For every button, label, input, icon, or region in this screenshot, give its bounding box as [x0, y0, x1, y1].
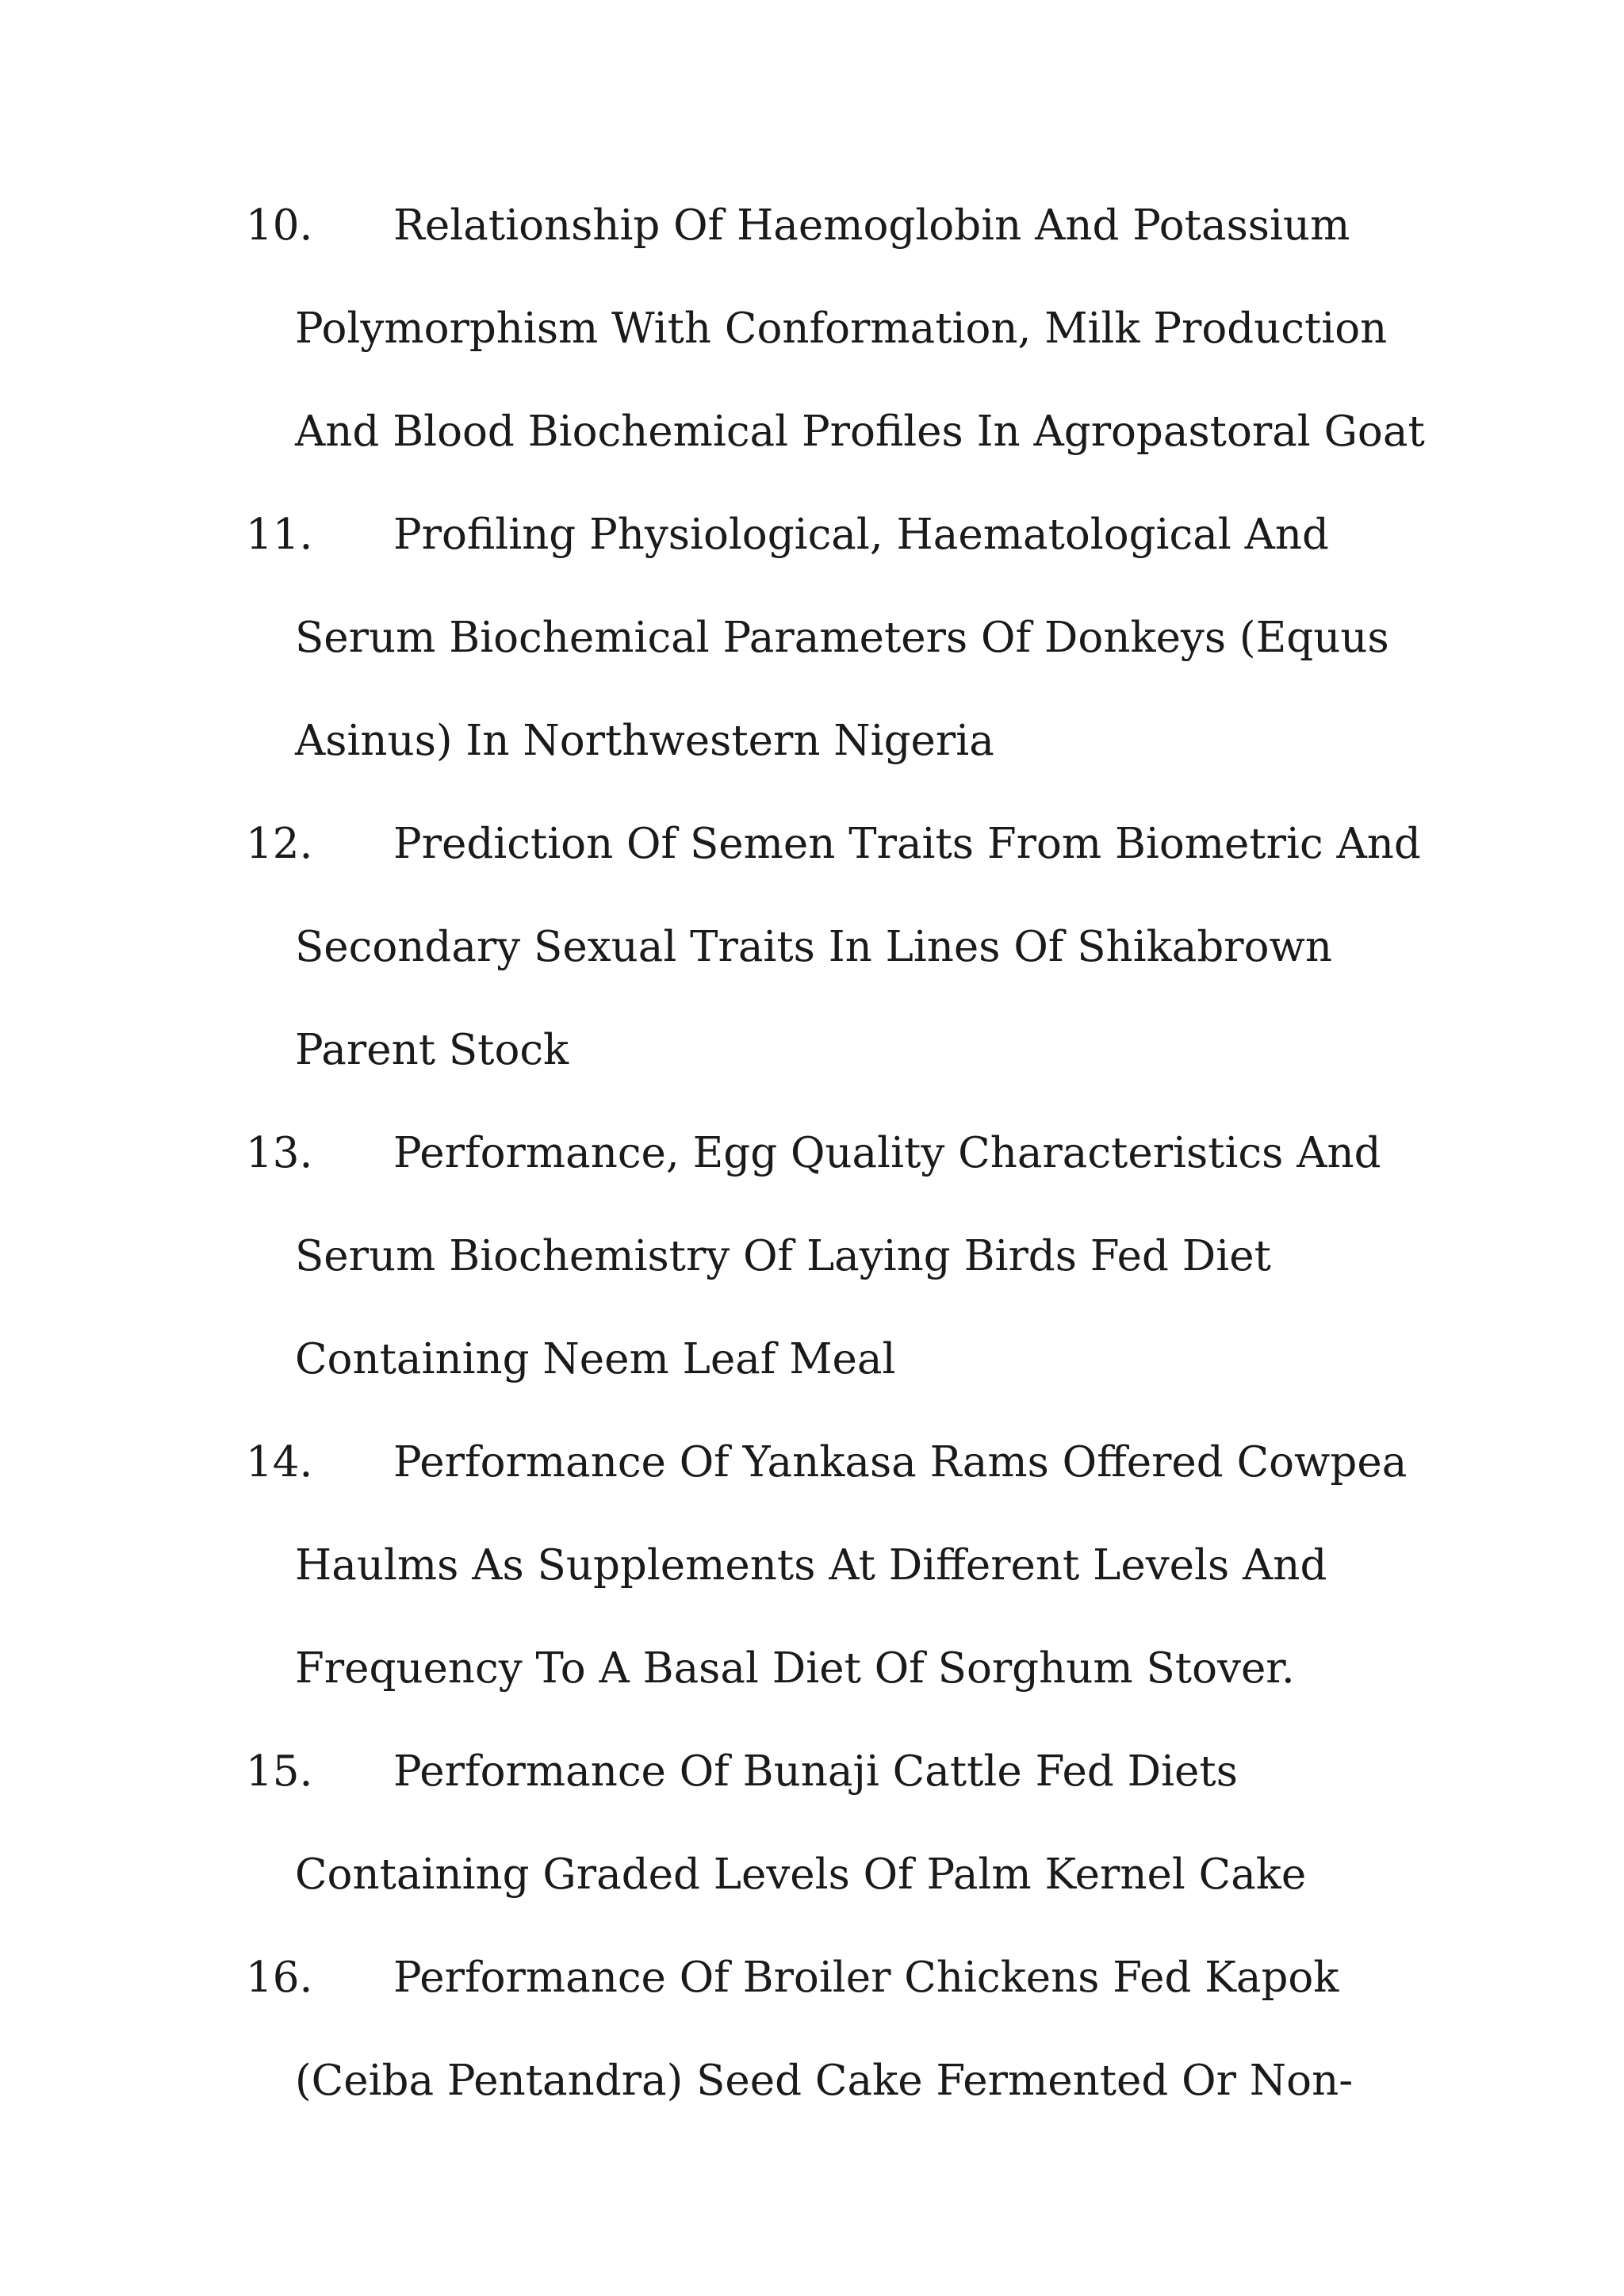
entry-number: 16. [246, 1954, 313, 2002]
entry-title-line: Performance Of Broiler Chickens Fed Kapok [393, 1954, 1339, 2002]
entry-title-line: Asinus) In Northwestern Nigeria [295, 717, 994, 765]
entry-title-line: Prediction Of Semen Traits From Biometric And [393, 820, 1421, 868]
entry-title-line: Performance Of Yankasa Rams Offered Cowpea [393, 1438, 1408, 1487]
entry-title-line: Haulms As Supplements At Different Levels And [295, 1541, 1327, 1590]
entry-title-line: Performance, Egg Quality Characteristics And [393, 1129, 1381, 1177]
entry-number: 11. [246, 511, 313, 559]
entry-title-line: (Ceiba Pentandra) Seed Cake Fermented Or Non- [295, 2057, 1354, 2105]
entry-title-line: Performance Of Bunaji Cattle Fed Diets [393, 1747, 1238, 1796]
entry-title-line: Parent Stock [295, 1026, 569, 1074]
entry-title-line: Serum Biochemistry Of Laying Birds Fed Diet [295, 1232, 1271, 1280]
entry-title-line: Frequency To A Basal Diet Of Sorghum Stover. [295, 1644, 1295, 1693]
entry-title-line: Polymorphism With Conformation, Milk Production [295, 304, 1388, 353]
entry-title-line: Serum Biochemical Parameters Of Donkeys (Equus [295, 614, 1389, 662]
entry-number: 13. [246, 1129, 313, 1177]
entry-title-line: And Blood Biochemical Profiles In Agropastoral Goat [295, 408, 1425, 456]
entry-title-line: Containing Graded Levels Of Palm Kernel Cake [295, 1850, 1307, 1899]
entry-number: 15. [246, 1747, 313, 1796]
entry-title-line: Containing Neem Leaf Meal [295, 1335, 896, 1383]
entry-number: 14. [246, 1438, 313, 1487]
entry-number: 12. [246, 820, 313, 868]
entry-title-line: Relationship Of Haemoglobin And Potassium [393, 201, 1350, 250]
entry-title-line: Secondary Sexual Traits In Lines Of Shikabrown [295, 923, 1333, 971]
entry-number: 10. [246, 201, 313, 250]
entry-title-line: Profiling Physiological, Haematological And [393, 511, 1329, 559]
